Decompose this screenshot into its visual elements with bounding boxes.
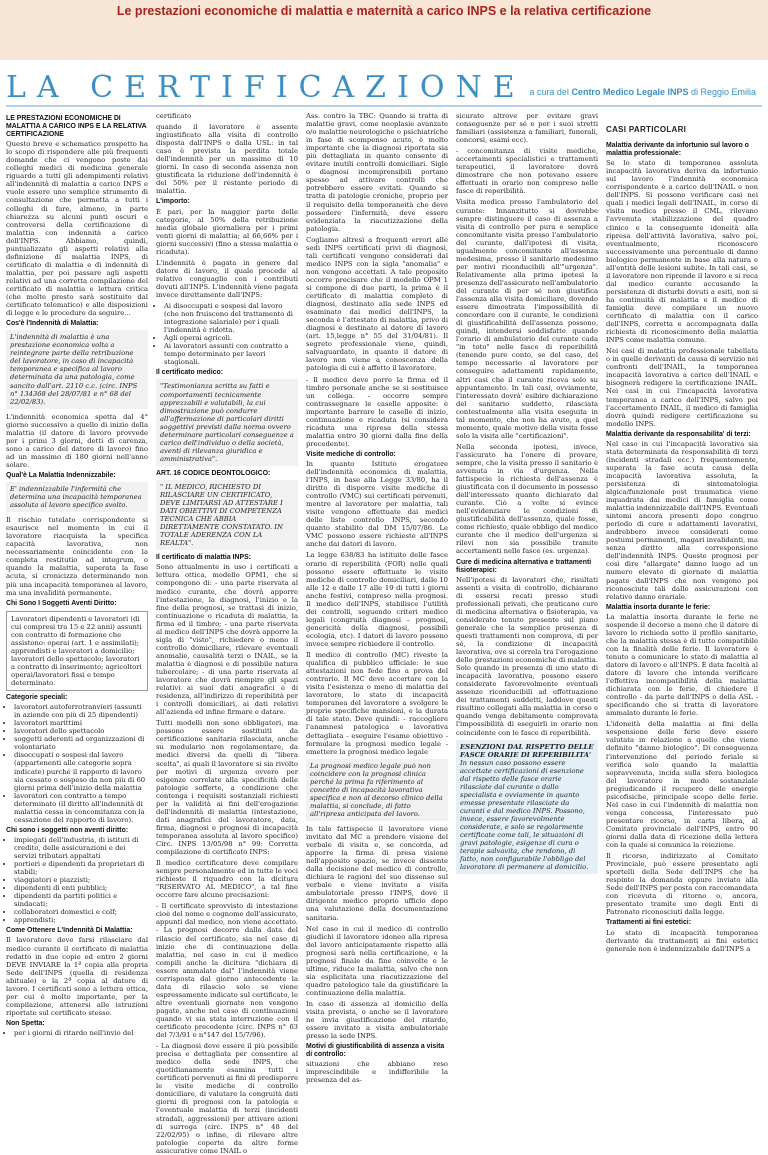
- section-heading: L'importo:: [156, 198, 190, 206]
- section-heading: Come Ottenere L'Indennità Di Malattia:: [6, 927, 133, 935]
- page-title: LA CERTIFICAZIONE: [6, 70, 526, 105]
- byline-org: Centro Medico Legale INPS: [571, 87, 689, 97]
- list-item: • lavoratori marittimi: [14, 719, 148, 727]
- paragraph: Il medico di controllo (MC) riveste la qualifica di pubblico ufficiale: le sue attestazioni non fede fino a prova del contrario. Il MC deve accertare con la visita l'esistenza o meno di malattia del lavoratore, lo stato di incapacità temporanea del lavoratore a svolgere le proprie specifiche mansioni, e la durata di tale stato. Deve quindi: - raccogliere l'anamnesi patologica e lavorativa dettagliata - eseguire l'esame obiettivo - formulare la prognosi medico legale - emettere la prognosi medico legale: [306, 651, 448, 756]
- quote-box: " IL MEDICO, RICHIESTO DI RILASCIARE UN CERTIFICATO, DEVE LIMITARSI AD ATTESTARE I DATI OBIETTIVI DI COMPETENZA TECNICA CHE ABBIA DIRETTAMENTE CONSTATATO. IN TOTALE ADERENZA CON LA REALTA".: [156, 480, 298, 550]
- paragraph: L'indennità è pagata in genere dal datore di lavoro, il quale procede al relativo conguaglio con i contributi dovuti all'INPS. L'indennità viene pagata invece direttamente dall'INPS:: [156, 258, 298, 299]
- paragraph: Questo breve e schematico prospetto ha lo scopo di rispondere alle più frequenti domande che ci vengono poste dai colleghi medici di medicina generale riguardo a tutti gli adempimenti relativi all'indennità di malattia a carico INPS e vuole essere uno semplice strumento di consultazione che permetta a tutti i colleghi di fare, almeno, in parte chiarezza su alcuni punti oscuri e controversi della certificazione di malattia con indennità a carico dell'INPS. Abbiamo, quindi, puntualizzato gli aspetti relativi alla definizione di malattia INPS, di certificato di malattia e di indennità di malattia, per poi passare agli aspetti relativi ad una corretta compilazione del certificato di malattia e lettura critica (che molte presto sarà sostituito dal certificato telematico) e alle disposizioni di legge e le procedure da seguire...: [6, 140, 148, 318]
- section-heading: Trattamenti ai fini estetici:: [606, 919, 692, 927]
- section-heading: Il certificato medico:: [156, 369, 224, 377]
- definition-box: La prognosi medico legale può non coincidere con la prognosi clinica perché la prima fa riferimento al concetto di incapacità lavorativa specifica e non al decorso clinico della malattia, si conclude, di fatto all'ripresa anticipata del lavoro.: [306, 759, 448, 821]
- list: [6, 1029, 148, 1037]
- section-heading: Cos'è l'Indennità di Malattia:: [6, 320, 99, 328]
- section-heading: Visite mediche di controllo:: [306, 450, 396, 458]
- section-heading: Categorie speciali:: [6, 694, 68, 702]
- list-item: • lavoratori con contratto a tempo determinato (il diritto all'indennità di malattia cessa in concomitanza con la cessazione del rapporto di lavoro).: [14, 792, 148, 824]
- paragraph: - La diagnosi deve essere il più possibile precisa e dettagliata per consentire al medico della sede INPS, che quotidianamente esamina tutti i certificati pervenuti ai fini di predisporre le visite mediche di controllo domiciliare, di valutare la congruità dati giorni di prognosi con la patologia e l'eventuale malattia di terzi (incidenti stradali, aggressioni) per attivare azioni di surroga (circ. INPS n° 48 del 22/02/95) o infine, di rilevare altre patologie coperte da altre forme assicurative come INAIL o: [156, 1042, 298, 1155]
- section-heading: Malattia derivante da infortunio sul lavoro o malattia professionale:: [606, 142, 749, 158]
- exemption-box: [456, 740, 598, 875]
- list-item: • apprendisti;: [14, 916, 148, 924]
- section-heading: Motivi di giustificabilità di assenza a visita di controllo:: [306, 1043, 445, 1059]
- list-item: • lavoratori dello spettacolo: [14, 727, 148, 735]
- paragraph: In quanto Istituto erogatore dell'indennità economica di malattia, l'INPS, in base alla Legge 33/80, ha il diritto di disporre visite mediche di controllo (VMC) sui certificati pervenuti, mentre al lavoratore per malattia, tali visite vengono effettuate dai medici delle liste controllo INPS, secondo quanto stabilito dal DM 15/07/86. Le VMC possono essere richieste all'INPS anche dai datori di lavoro.: [306, 459, 448, 549]
- list-item: • soggetti aderenti ad organizzazioni di volontariato: [14, 735, 148, 751]
- paragraph: situazioni che abbiano reso imprescindibile e indifferibile la presenza del as-: [306, 1060, 448, 1085]
- paragraph: È pari, per la maggior parte delle categorie, al 50% della retribuzione media globale giornaliera per i primi venti giorni di malattia; al 66,66% per i giorni successivi (fino a stessa malattia o ricaduta).: [156, 207, 298, 256]
- byline-suffix: di Reggio Emilia: [688, 87, 756, 97]
- paragraph: Nel caso in cui l'incapacità lavorativa sia stata determinata da responsabilità di terzi (incidenti stradali ecc.) frequentemente, superata la fase acuta causa della incapacità lavorativa assoluta, la persistenza di sintomatologia algica/funzionale post traumatica viene inquadrata dai medici di famiglia come malattia indennizzabile dall'INPS. Eventuali sintomi ancora presenti dopo congruo periodo di cure e adattamenti lavorativi, andrebbero invece considerati come postumi permanenti, magari invalidanti, ma senza diritto alla corresponsione dell'indennità INPS. Queste prognosi per così dire "allargate" danno luogo ad un numero elevato di giornate di malattia pagate dall'INPS che non vengono poi riconosciute tali dalle assicurazioni con relativo danno erariale.: [606, 439, 758, 601]
- paragraph: - Il certificato sprovvisto di intestazione cioè del nome e cognome dell'assicurato, appunti dal medico, non viene accettato. - La prognosi decorre dalla data del rilascio del certificato, sia nel caso di inizio che di continuazione della malattia, nel caso in cui il medico compili anche la dicitura "dichiara di essere ammalato dal" l'indennità viene corrisposta dal giorno antecedente la data di rilascio solo se viene espressamente indicato sul certificato, le altre eventuali giornate non vengono pagate, anche nel caso di continuazioni quando vi sia stata interruzione con il certificato precedente (circ. INPS n° 63 del 7/3/91 e n°147 del 15/7/96).: [156, 902, 298, 1040]
- paragraph: Il rischio tutelato corrispondente si esaurisce nel momento in cui il lavoratore riacquista la specifica capacità lavorativa, non necessariamente coincidente con la completa restitutio ad integrum, o quando la malattia, superata la fase acuta, si cronicizza determinando non più una incapacità temporanea al lavoro, ma una invalidità permanente.: [6, 516, 148, 597]
- paragraph: Nell'ipotesi di lavoratori che, risultati assenti a visita di controllo, dichiarano di essersi recati presso studi professionali privati, che praticano cure di medicina alternativa o fisioterapia, va considerato tenuto presente sul piano generale che la semplice presenza di questi trattamenti non comprova, di per sé, la condizione di incapacità lavorativa, ove si correla tra l'erogazione delle prestazioni economiche di malattia. Solo quando in presenza di uno stato di incapacità lavorativa, possono essere considerate favorevolmente eventuali assenze riconducibili ad effettuazione dei trattamenti suddetti, laddove questi risultino collegati alla malattia in corso e quando venga debitamente comprovata l'impossibilità di eseguirli in orario non coincidente con le fasce di reperibilità.: [456, 575, 598, 737]
- list: [156, 302, 298, 366]
- byline: [529, 87, 756, 97]
- masthead-rule: [6, 105, 762, 107]
- list-item: • collaboratori domestici e colf;: [14, 908, 148, 916]
- paragraph: L'indennità economica spetta dal 4° giorno successivo a quello di inizio della malattia (il datore di lavoro provvede per i primi 3 giorni, detti di carenza, sono a carico del datore di lavoro) fino ad un massimo di 180 giorni nell'anno solare.: [6, 412, 148, 469]
- section-heading: Chi Sono I Soggetti Aventi Diritto:: [6, 599, 117, 607]
- exemption-text: In nessun caso possono essere accettate certificazioni di esenzione dal rispetto delle fasce orarie rilasciate dal curante o dallo specialista e ovviamente in quanto emesse presentate rilasciate da curanti e dal medico INPS. Possono, invece, essere favorevolmente considerate, e solo se regolarmente certificate come tali, le situazioni di gravi patologie, esigenze di cura o terapie salvavita, che rendono, di fatto, non configurabile l'obbligo del lavoratore di permanere al domicilio.: [460, 758, 589, 872]
- paragraph: - concomitanza di visite mediche, accertamenti specialistici e trattamenti terapeutici, il lavoratore dovrà dimostrare che non potevano essere effettuati in orario non compreso nelle fasce di reperibilità.: [456, 147, 598, 196]
- paragraph: Sono attualmente in uso i certificati a lettura ottica, modello OPM1, che si compongono di: - una parte riservata al medico curante, che dovrà apporre l'intestazione, la diagnosi, l'inizio e la fine della prognosi, se trattasi di inizio, continuazione o ricaduta di malattia, la firma ed il timbro; - una parte riservata al medico dell'INPS che dovrà apporre la sigla di "visto", richiedere o meno il controllo domiciliare, rilevare eventuali anomalie, causalità terzi o INAIL, se la malattia è diagnosi e di possibile natura tubercolare; - di una parte riservata al lavoratore che dovrà riempire gli spazi relativi ai suoi dati anagrafici e di residenza, all'indirizzo di reperibilità per i controlli domiciliari, ai dati relativi all'azienda ed infine firmare e datare.: [156, 563, 298, 717]
- paragraph: Ass. contro la TBC: Quando si tratta di malattie gravi, come neoplasie avanzate o/o malattie neurologiche o psichiatriche in fase di scompenso acuto, è molto importante che la diagnosi riportata sia più dettagliata in quanto consente di evitare inutili controlli domiciliari. Sigle o diagnosi incomprensibili portano spesso ad attivare controlli che potrebbero essere evitati. Quando si tratta di patologie croniche, proprio per il requisito della temporaneità che deve possedere l'infermità, deve essere evidenziata la riacutizzazione della patologia.: [306, 112, 448, 233]
- list-item: • Ai lavoratori assunti con contratto a tempo determinato per lavori stagionali.: [164, 342, 298, 366]
- exemption-heading: ESENZIONI DAL RISPETTO DELLE FASCE ORARIE DI REPERIBILITA': [460, 742, 594, 759]
- paragraph: Lo stato di incapacità temporanea derivante da trattamenti ai fini estetici generale non è indennizzabile dall'INPS a: [606, 928, 758, 953]
- section-heading: Cure di medicina alternativa e trattamenti fisioterapici:: [456, 558, 592, 574]
- paragraph: Nei casi di malattia professionale tabellata o in quelle derivanti da causa di servizio nei confronti dell'INAIL, la temporanea incapacità lavorativa a carico dell'INAIL e bisognerà redigere la certificazione INAIL. Nei casi in cui l'incapacità lavorativa temporanea a carico dell'INPS, salvo poi l'accertamento INAIL, il medico di famiglia dovrà quindi redigere certificazione su modello INPS.: [606, 347, 758, 428]
- paragraph: Nel caso in cui il medico di controllo giudichi il lavoratore idoneo alla ripresa del lavoro anticipatamente rispetto alla prognosi sarà nella certificazione, e la prognosi finale da fine coinvolte e le ultime, riduce la malattia, salvo che non sia esplicitata una riacutizzazione del quadro patologico tale da giustificare la continuazione della malattia.: [306, 924, 448, 997]
- section-heading: Qual'è La Malattia Indennizzabile:: [6, 471, 116, 479]
- paragraph: Nella seconda ipotesi, invece, l'assicurato ha l'onere di provare, sempre, che la visita presso il sanitario è avvenuta in via d'urgenza. Nella fattispecie la richiesta dell'assenza è giustificata con il documento in possesso dell'interessato quanto dichiarato dal curante. Ciò a volte si evince nell'evidenziare le condizioni di giustificabilità dell'assenza, quale fosse, come richiesto, quale obbligo del medico curante che il medico dell'urgenza si rilevi non sia possibile tramite accertamenti nelle fasce (es. urgenza).: [456, 442, 598, 556]
- article-columns: [6, 112, 764, 1155]
- definition-box: L'indennità di malattia è una prestazione economica volta a reintegrare parte della retribuzione del lavoratore, in caso di incapacità temporanea e specifica al lavoro determinata da una patologia, come sancito dall'art. 2110 c.c. (circ. INPS n° 134368 del 28/07/81 e n° 68 del 22/02/83).: [6, 330, 148, 408]
- paragraph: Il ricorso, indirizzato al Comitato Provinciale, può essere presentato agli sportelli della Sede dell'INPS che ha respinto la domanda oppure inviato alla Sede dell'INPS per posta con raccomandata con ricevuta di ritorno o, ancora, presentato tramite uno degli Enti di Patronato riconosciuti dalla legge.: [606, 852, 758, 917]
- list-item: • impiegati dell'industria, di istituti di credito, delle assicurazioni e dei servizi tributari appaltati: [14, 836, 148, 860]
- paragraph: sicurato altrove per evitare gravi conseguenze per sé e per i suoi stretti familiari (assistenza a familiari, funerali, concorsi, esami ecc).: [456, 112, 598, 145]
- section-heading: Malattia insorta durante le ferie:: [606, 603, 711, 611]
- list-item: • viaggiatori e piazzisti;: [14, 876, 148, 884]
- section-heading: Il certificato di malattia INPS:: [156, 554, 251, 562]
- paragraph: Se lo stato di temporanea assoluta incapacità lavorativa deriva da infortunio sul lavoro l'indennità economica corrispondente è a carico dell'INAIL e non dell'INPS. Si possono verificare casi nei quali i medici legali dell'INAIL, in corso di visita medica presso il CML, rilevano l'avvenuta stabilizzazione del quadro clinico e la conseguente idoneità alla ripresa dell'attività lavorativa, salvo poi, eventualmente, riconoscere successivamente una percentuale di danno biologico permanente in base alla natura e all'entità delle lesioni subite. In tali casi, se il lavoratore non riprende il lavoro e si reca dal medico curante accusando la persistenza di disturbi dovuti a esiti, non si ha continuità di malattia e il medico di famiglia deve compilare un nuovo certificato di malattia con il carico dell'INPS, corretta e accompagnata dalla richiesta di riconoscimento della malattia INPS come malattia comune.: [606, 159, 758, 345]
- section-heading: ART. 16 CODICE DEONTOLOGICO:: [156, 469, 271, 477]
- paragraph: - Il medico deve porre la firma ed il timbro personale anche se si sostituisce un collega. - occorre sempre contrassegnare le caselle apposite: è importante barrare le caselle di inizio, continuazione e ricaduta (si considera ricaduta una ripresa della stessa malattia entro 30 giorni dalla fine della precedente).: [306, 375, 448, 448]
- definition-box: "Testimonianza scritta su fatti e comportamenti tecnicamente apprezzabili e valutabili, la cui dimostrazione può condurre all'affermazione di particolari diritti soggettivi previsti dalla norma ovvero determinare particolari conseguenze a carico dell'individuo o della società, aventi di rilevanza giuridica e amministrativa".: [156, 379, 298, 465]
- list-item: • disoccupati o sospesi dal lavoro (appartenenti alle categorie sopra indicate) purché il rapporto di lavoro sia cessato o sospeso da non più di 60 giorni prima dell'inizio della malattia: [14, 751, 148, 791]
- paragraph: Visita medica presso l'ambulatorio del curante: Innanzitutto si dovrebbe sempre distinguere il caso di assenza a visita di controllo per pura e semplice concomitante visita presso l'ambulatorio del curante, dall'ipotesi di visita, ugualmente concomitante all'assenza medesima, presso il sanitario medesimo per motivi riconducibili all'"urgenza". Relativamente alla prima ipotesi la presenza dell'assicurato nell'ambulatorio del curante di per sé non giustifica l'assenza alla visita domiciliare, dovendo essere dimostrata l'impossibilità di concordare con il curante, le condizioni di giustificabilità dell'assenza possono, quindi, intendersi soddisfatte quando l'orario di ambulatorio del curante cada "in toto" nelle fasce di reperibilità (tenendo pure conto, se del caso, del tempo necessario al lavoratore per conseguire adattamenti rapidamente, altri casi che il curante riceva solo su appuntamento. In tali casi, ovviamente, l'interessato dovrà' esibire dichiarazione del sanitario suddetto, rilasciata contestualmente alla visita eseguita in tal momento, che non ha avuto, a quel momento, quale motivo della visita fosse solo la visita alle "certificazioni".: [456, 198, 598, 440]
- column-4: [456, 112, 598, 990]
- eligible-box: Lavoratori dipendenti e lavoratori (di cui compresi tra 15 e 22 anni) assunti con contratto di formazione che assistono: operai (art. 1 e assimilati); apprendisti e lavoratori a domicilio; lavoratori dello spettacolo; lavoratori a contratto di inserimento; agricoltori operai/lavoratori fissi e tempo determinato.: [6, 611, 148, 691]
- byline-prefix: a cura del: [529, 87, 572, 97]
- list-item: • lavoratori autoferrotranvieri (assunti in aziende con più di 25 dipendenti): [14, 703, 148, 719]
- paragraph: Il lavoratore deve farsi rilasciare dal medico curante il certificato di malattia redatto in due copie ed entro 2 giorni DEVE INVIARE la 1ª copia alla propria Sede dell'INPS (quella di residenza abituale) e la 2ª copia al datore di lavoro. I certificati sono a lettura ottica, per cui è molto importante, per la compilazione, attenersi alle istruzioni riportate sul certificato stesso.: [6, 936, 148, 1017]
- special-cases-heading: CASI PARTICOLARI: [606, 125, 687, 134]
- paragraph: L'idoneità della malattia ai fini della sospensione delle ferie deve essere valutata in relazione a quello che viene definito "danno biologico". Di conseguenza l'intervenzione del periodo feriale si verifica solo quando la malattia sopravvenuta, incida sulla sfera biologica del lavoratore in modo sostanziale pregiudicando il recupero delle energie psicofisiche, principale scopo delle ferie. Nel caso in cui l'indennità di malattia non venga concessa, l'interessato può presentare ricorso, in carta libera, al Comitato provinciale dell'INPS, entro 90 giorni dalla data di ricezione della lettera con la quale si comunica la reiezione.: [606, 720, 758, 850]
- list-item: • dipendenti da partiti politici e sindacati;: [14, 892, 148, 908]
- paragraph: La legge 638/83 ha istituito delle fasce orarie di reperibilità (FOR) nelle quali possono essere effettuate le visite mediche di controllo domiciliari, dalle 10 alle 12 e dalle 17 alle 19 di tutti i giorni anche festivi, compreso nella prognosi. Il medico dell'INPS, stabilisce l'utilità dei controlli, seguendo criteri medico legali (congruità diagnosi – prognosi, genericità della diagnosi, possibili ecologia, etc). I datori di lavoro possono invece sempre richiedere il controllo.: [306, 551, 448, 648]
- section-heading: LE PRESTAZIONI ECONOMICHE DI MALATTIA A CARICO INPS E LA RELATIVA CERTIFICAZIONE: [6, 115, 147, 139]
- list-item: • Agli operai agricoli.: [164, 334, 298, 342]
- list: [6, 836, 148, 925]
- paragraph: Cogliamo altresì a frequenti errori alle sedi INPS certificati privi di diagnosi, tali certificati vengono considerati dal medico INPS con la sigla "anomalia" e non vengono accettati. A tale proposito occorre precisare che il modello OPM 1 si compone di due parti, la prima è il certificato di malattia completo di diagnosi, destinato alla sede INPS ed esaminato dai medici dell'INPS, la seconda è l'attestato di malattia, privo di diagnosi e destinato al datore di lavoro (art. 15,legge n° 55 del 31/04/81). Il segreto professionale viene, quindi, salvaguardato, in quanto il datore di lavoro non viene a conoscenza della patologia di cui è affetto il lavoratore.: [306, 235, 448, 373]
- paragraph: La malattia insorta durante le ferie ne sospende il decorso a meno che il datore di lavoro lo richieda sotto il profilo sanitario, che la malattia stessa è di tutto compatibile con la finalità delle ferie. Il lavoratore è tenuto a comunicare lo stato di malattia al datore di lavoro e all'INPS. È data facoltà al datore di lavoro che intenda verificare l'effettiva incompatibilità della malattia dichiarata con le ferie, di chiedere il controllo - da parte dell'INPS o della ASL - specificando che si tratta di lavoratore ammalato durante le ferie.: [606, 612, 758, 718]
- paragraph: Il medico certificatore deve compilare sempre personalmente ed in tutte le voci richieste il riquadro con la dicitura "RISERVATO AL MEDICO", a tal fine occorre fare alcune precisazioni:: [156, 859, 298, 900]
- section-heading: Chi sono i soggetti non aventi diritto:: [6, 826, 129, 834]
- list-item: • portieri e dipendenti da proprietari di stabili;: [14, 860, 148, 876]
- paragraph: Tutti modelli non sono obbligatori, ma possono essere sostituiti da certificazione sanitaria rilasciata, anche su modulario non regolamentare, da medici diversi da quelli di "libera scelta", ai quali il lavoratore si sia rivolto per motivi di urgenza ovvero per esigenze correlate alla specificità delle patologie sofferte, a condizione che contenga i requisiti sostanziali richiesti per la validità ai fini dell'erogazione dell'indennità di malattia (intestazione, dati anagrafici del lavoratore, data, firma, diagnosi e prognosi di incapacità temporanea assoluta al lavoro specifico) Circ. INPS 13/05/98 n° 99: Corretta compilazione di certificato INPS:: [156, 719, 298, 857]
- column-1: [6, 112, 148, 1037]
- paragraph: quando il lavoratore è assente ingiustificato alla visita di controllo disposta dall'INPS o dalla USL: in tal caso è prevista la perdita totale dell'indennità per un massimo di 10 giorni. In caso di seconda assenza non giustificata la riduzione dell'indennità è del 50% per il restante periodo di malattia.: [156, 123, 298, 196]
- masthead: [0, 68, 768, 108]
- paragraph: In caso di assenza al domicilio della visita prevista, o anche se il lavoratore ne invia giustificazione del ritardo, essere invitato a visita ambulatoriale presso la sede INPS.: [306, 999, 448, 1041]
- list-item: • Ai disoccupati e sospesi dal lavoro (che non fruiscono del trattamento di integrazione salariale) per i quali l'indennità è ridotta.: [164, 302, 298, 334]
- list: [6, 703, 148, 824]
- list-item: • per i giorni di ritardo nell'invio del: [14, 1029, 148, 1037]
- column-5: [606, 112, 758, 990]
- section-heading: Malattia derivante da responsabilita' di terzi:: [606, 430, 751, 438]
- definition-box: E' indennizzabile l'infermità che determina una incapacità temporanea assoluta al lavoro specifico svolto.: [6, 482, 148, 512]
- paragraph: certificato: [156, 112, 192, 120]
- list-item: • dipendenti di enti pubblici;: [14, 884, 148, 892]
- section-heading: Non Spetta:: [6, 1019, 45, 1027]
- column-3: [306, 112, 448, 1085]
- page-kicker: Le prestazioni economiche di malattia e maternità a carico INPS e la relativa certificazione: [116, 4, 652, 18]
- column-2: [156, 112, 298, 1155]
- paragraph: In tale fattispecie il lavoratore viene invitato dal MC a prendere visione del verbale di visita e, se concorda, ad apporre la firma di presa visione nell'apposito spazio, se invece dissente dalla decisione del medico di controllo, dichiara le ragioni del suo dissenso sul verbale e viene invitato a visita ambulatoriale presso l'INPS, dove il dirigente medico proprio ufficio dopo una valutazione della documentazione sanitaria.: [306, 824, 448, 922]
